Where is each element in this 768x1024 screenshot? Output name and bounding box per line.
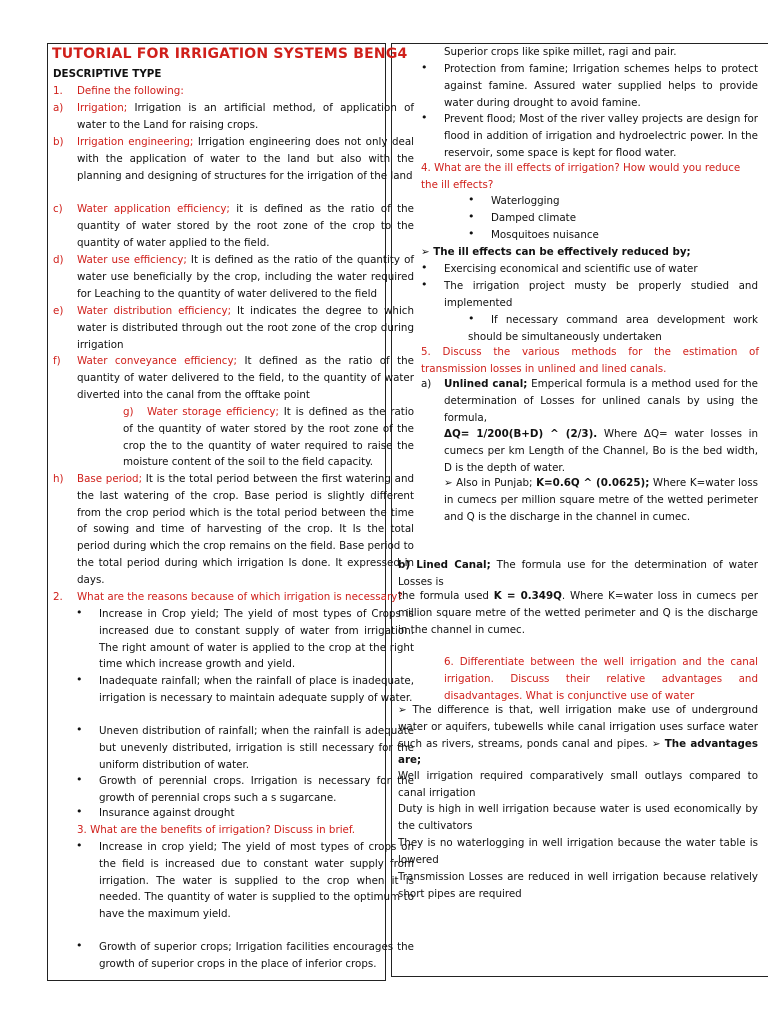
lined-formula: K = 0.349Q (493, 590, 562, 602)
reason-item: Increase in Crop yield; The yield of most types of Crops is increased due to constant supply of water from irrigation. The right amount of water is applied to the crop at the right time which increase growth and yield. (99, 608, 414, 671)
reduction-heading: ➢ The ill effects can be effectively reduced by; (421, 246, 691, 258)
punjab-paragraph (444, 475, 758, 525)
def-g-text: It is defined as the ratio of the quantity of water stored by the root zone of the crop the to the quantity of water required to raise the moisture content of the soil to the field capacity. (123, 406, 414, 469)
unlined-canal-text: Emperical formula is a method used for the determination of Losses for unlined canals by using the formula, (444, 378, 758, 424)
bullet-glyph: • (421, 111, 428, 124)
bullet-glyph: • (468, 312, 475, 325)
difference-text: ➢ The difference is that, well irrigation make use of underground water or aquifers, tubewells while canal irrigation uses surface water such as rivers, streams, ponds canal and pipes. (398, 704, 758, 750)
def-f-marker: f) (53, 355, 61, 367)
def-d-marker: d) (53, 254, 64, 266)
bullet-glyph: • (76, 606, 83, 619)
definition-h (77, 471, 414, 589)
def-a-marker: a) (53, 102, 64, 114)
def-a-term: Irrigation; (77, 102, 128, 114)
bullet-glyph: • (76, 773, 83, 786)
definition-f (77, 353, 414, 403)
lined-formula-text: . Where K=water loss in cumecs per million square metre of the wetted perimeter and Q is the discharge in the channel in cumec. (398, 590, 758, 636)
unlined-canal-paragraph (444, 376, 758, 426)
unlined-formula-paragraph (444, 426, 758, 476)
def-a-text: Irrigation is an artificial method, of application of water to the Land for raising crops. (77, 102, 414, 131)
question-2-heading: What are the reasons because of which irrigation is necessary? (77, 591, 403, 603)
definition-a (77, 100, 414, 134)
bullet-glyph: • (76, 673, 83, 686)
reason-item: Uneven distribution of rainfall; when the rainfall is adequate but unevenly distributed, irrigation is still necessary for the uniform distribution of water. (99, 725, 414, 771)
bullet-glyph: • (76, 805, 83, 818)
bullet-glyph: • (421, 61, 428, 74)
def-g-marker: g) (123, 406, 134, 418)
document-title: TUTORIAL FOR IRRIGATION SYSTEMS BENG4 (52, 46, 408, 62)
reason-item: Insurance against drought (99, 807, 235, 819)
reduction-item: Exercising economical and scientific use of water (444, 263, 698, 275)
advantage-item: Well irrigation required comparatively small outlays compared to canal irrigation (398, 770, 758, 799)
bullet-glyph: • (421, 261, 428, 274)
punjab-formula: K=0.6Q ^ (0.0625); (536, 477, 650, 489)
ill-effect-item: Mosquitoes nuisance (491, 229, 599, 241)
bullet-glyph: • (76, 939, 83, 952)
bullet-glyph: • (76, 839, 83, 852)
def-b-term: Irrigation engineering; (77, 136, 194, 148)
advantages-heading: ➢ The advantages are; (398, 737, 758, 767)
def-e-term: Water distribution efficiency; (77, 305, 232, 317)
definition-c (77, 201, 414, 251)
question-5-heading: 5. Discuss the various methods for the estimation of transmission losses in unlined and lined canals. (421, 346, 759, 375)
bullet-glyph: • (468, 227, 475, 240)
def-b-text: Irrigation engineering does not only deal with the application of water to the land but also with the planning and designing of structures for the irrigation of the land (77, 136, 414, 182)
document-subtitle: DESCRIPTIVE TYPE (53, 68, 162, 80)
question-2-marker: 2. (53, 591, 63, 603)
definition-d (77, 252, 414, 302)
def-c-text: it is defined as the ratio of the quantity of water stored by the root zone of the crop to the quantity of water applied to the field. (77, 203, 414, 249)
benefit-item: Increase in crop yield; The yield of most types of crops on the field is increased due to constant water supply from irrigation. The water is supplied to the crop when it is needed. The quantity of water is supplied to the optimum to have the maximum yield. (99, 841, 414, 921)
def-e-marker: e) (53, 305, 64, 317)
advantage-item: They is no waterlogging in well irrigation because the water table is lowered (398, 837, 758, 866)
ill-effect-item: Damped climate (491, 212, 577, 224)
question-3-heading: 3. What are the benefits of irrigation? Discuss in brief. (77, 824, 356, 836)
bullet-glyph: • (421, 278, 428, 291)
punjab-text: Where K=water loss in cumecs per million square metre of the wetted perimeter and Q is the discharge in the channel in cumec. (444, 477, 758, 523)
definition-b (77, 134, 414, 184)
def-f-text: It defined as the ratio of the quantity of water delivered to the field, to the quantity of water diverted into the canal from the offtake point (77, 355, 414, 401)
question-1-marker: 1. (53, 85, 63, 97)
definition-g (123, 404, 414, 471)
def-h-term: Base period; (77, 473, 143, 485)
lined-formula-prefix: the formula used (398, 590, 494, 602)
lined-canal-paragraph (398, 557, 758, 591)
benefit-item: Growth of superior crops; Irrigation facilities encourages the growth of superior crops in the place of inferior crops. (99, 941, 414, 970)
def-f-term: Water conveyance efficiency; (77, 355, 238, 367)
def-h-text: It is the total period between the first watering and the last watering of the crop. Base period is slightly different from the crop period which is the total period between the time of sowing and time of harvesting of the crop. It Is the total period during which the crop remains on the field. Base period to the total period during which irrigation Is done. It expressed in days. (77, 473, 415, 586)
benefit-item: Prevent flood; Most of the river valley projects are design for flood in addition of irrigation and hydroelectric power. In the reservoir, some space is kept for flood water. (444, 113, 758, 159)
punjab-prefix: ➢ Also in Punjab; (444, 477, 537, 489)
unlined-canal-label: Unlined canal; (444, 378, 528, 390)
def-b-marker: b) (53, 136, 64, 148)
benefit-continued: Superior crops like spike millet, ragi and pair. (444, 46, 677, 58)
def-g-term: Water storage efficiency; (147, 406, 279, 418)
unlined-marker: a) (421, 378, 432, 390)
def-c-marker: c) (53, 203, 63, 215)
lined-canal-label: b) Lined Canal; (398, 559, 491, 571)
definition-e (77, 303, 414, 353)
lined-formula-paragraph (398, 588, 758, 638)
def-c-term: Water application efficiency; (77, 203, 230, 215)
bullet-glyph: • (76, 723, 83, 736)
reduction-sub-item: If necessary command area development work should be simultaneously undertaken (468, 314, 758, 343)
unlined-formula-text: Where ΔQ= water losses in cumecs per km Length of the Channel, Bo is the bed width, D is the depth of water. (444, 428, 758, 474)
advantage-item: Transmission Losses are reduced in well irrigation because relatively short pipes are required (398, 871, 758, 900)
bullet-glyph: • (468, 210, 475, 223)
def-d-term: Water use efficiency; (77, 254, 187, 266)
advantage-item: Duty is high in well irrigation because water is used economically by the cultivators (398, 803, 758, 832)
question-4-heading: 4. What are the ill effects of irrigation? How would you reduce the ill effects? (421, 162, 741, 191)
reduction-item: The irrigation project musty be properly studied and implemented (444, 280, 758, 309)
bullet-glyph: • (468, 193, 475, 206)
benefit-item: Protection from famine; Irrigation schemes helps to protect against famine. Assured water supplied helps to provide water during drought to avoid famine. (444, 63, 758, 109)
question-1-heading: Define the following: (77, 85, 184, 97)
reason-item: Inadequate rainfall; when the rainfall of place is inadequate, irrigation is necessary to maintain adequate supply of water. (99, 675, 414, 704)
ill-effect-item: Waterlogging (491, 195, 560, 207)
def-d-text: It is defined as the ratio of the quantity of water use beneficially by the crop, including the water required for Leaching to the quantity of water delivered to the field (77, 254, 414, 300)
unlined-formula: ΔQ= 1/200(B+D) ^ (2/3). (444, 428, 598, 440)
difference-paragraph (398, 702, 758, 769)
lined-canal-text: The formula use for the determination of water Losses is (398, 559, 758, 588)
def-h-marker: h) (53, 473, 64, 485)
question-6-heading: 6. Differentiate between the well irrigation and the canal irrigation. Discuss their relative advantages and disadvantages. What is conjunctive use of water (444, 656, 758, 702)
def-e-text: It indicates the degree to which water is distributed through out the root zone of the crop during irrigation (77, 305, 414, 351)
reason-item: Growth of perennial crops. Irrigation is necessary for the growth of perennial crops such a s sugarcane. (99, 775, 414, 804)
